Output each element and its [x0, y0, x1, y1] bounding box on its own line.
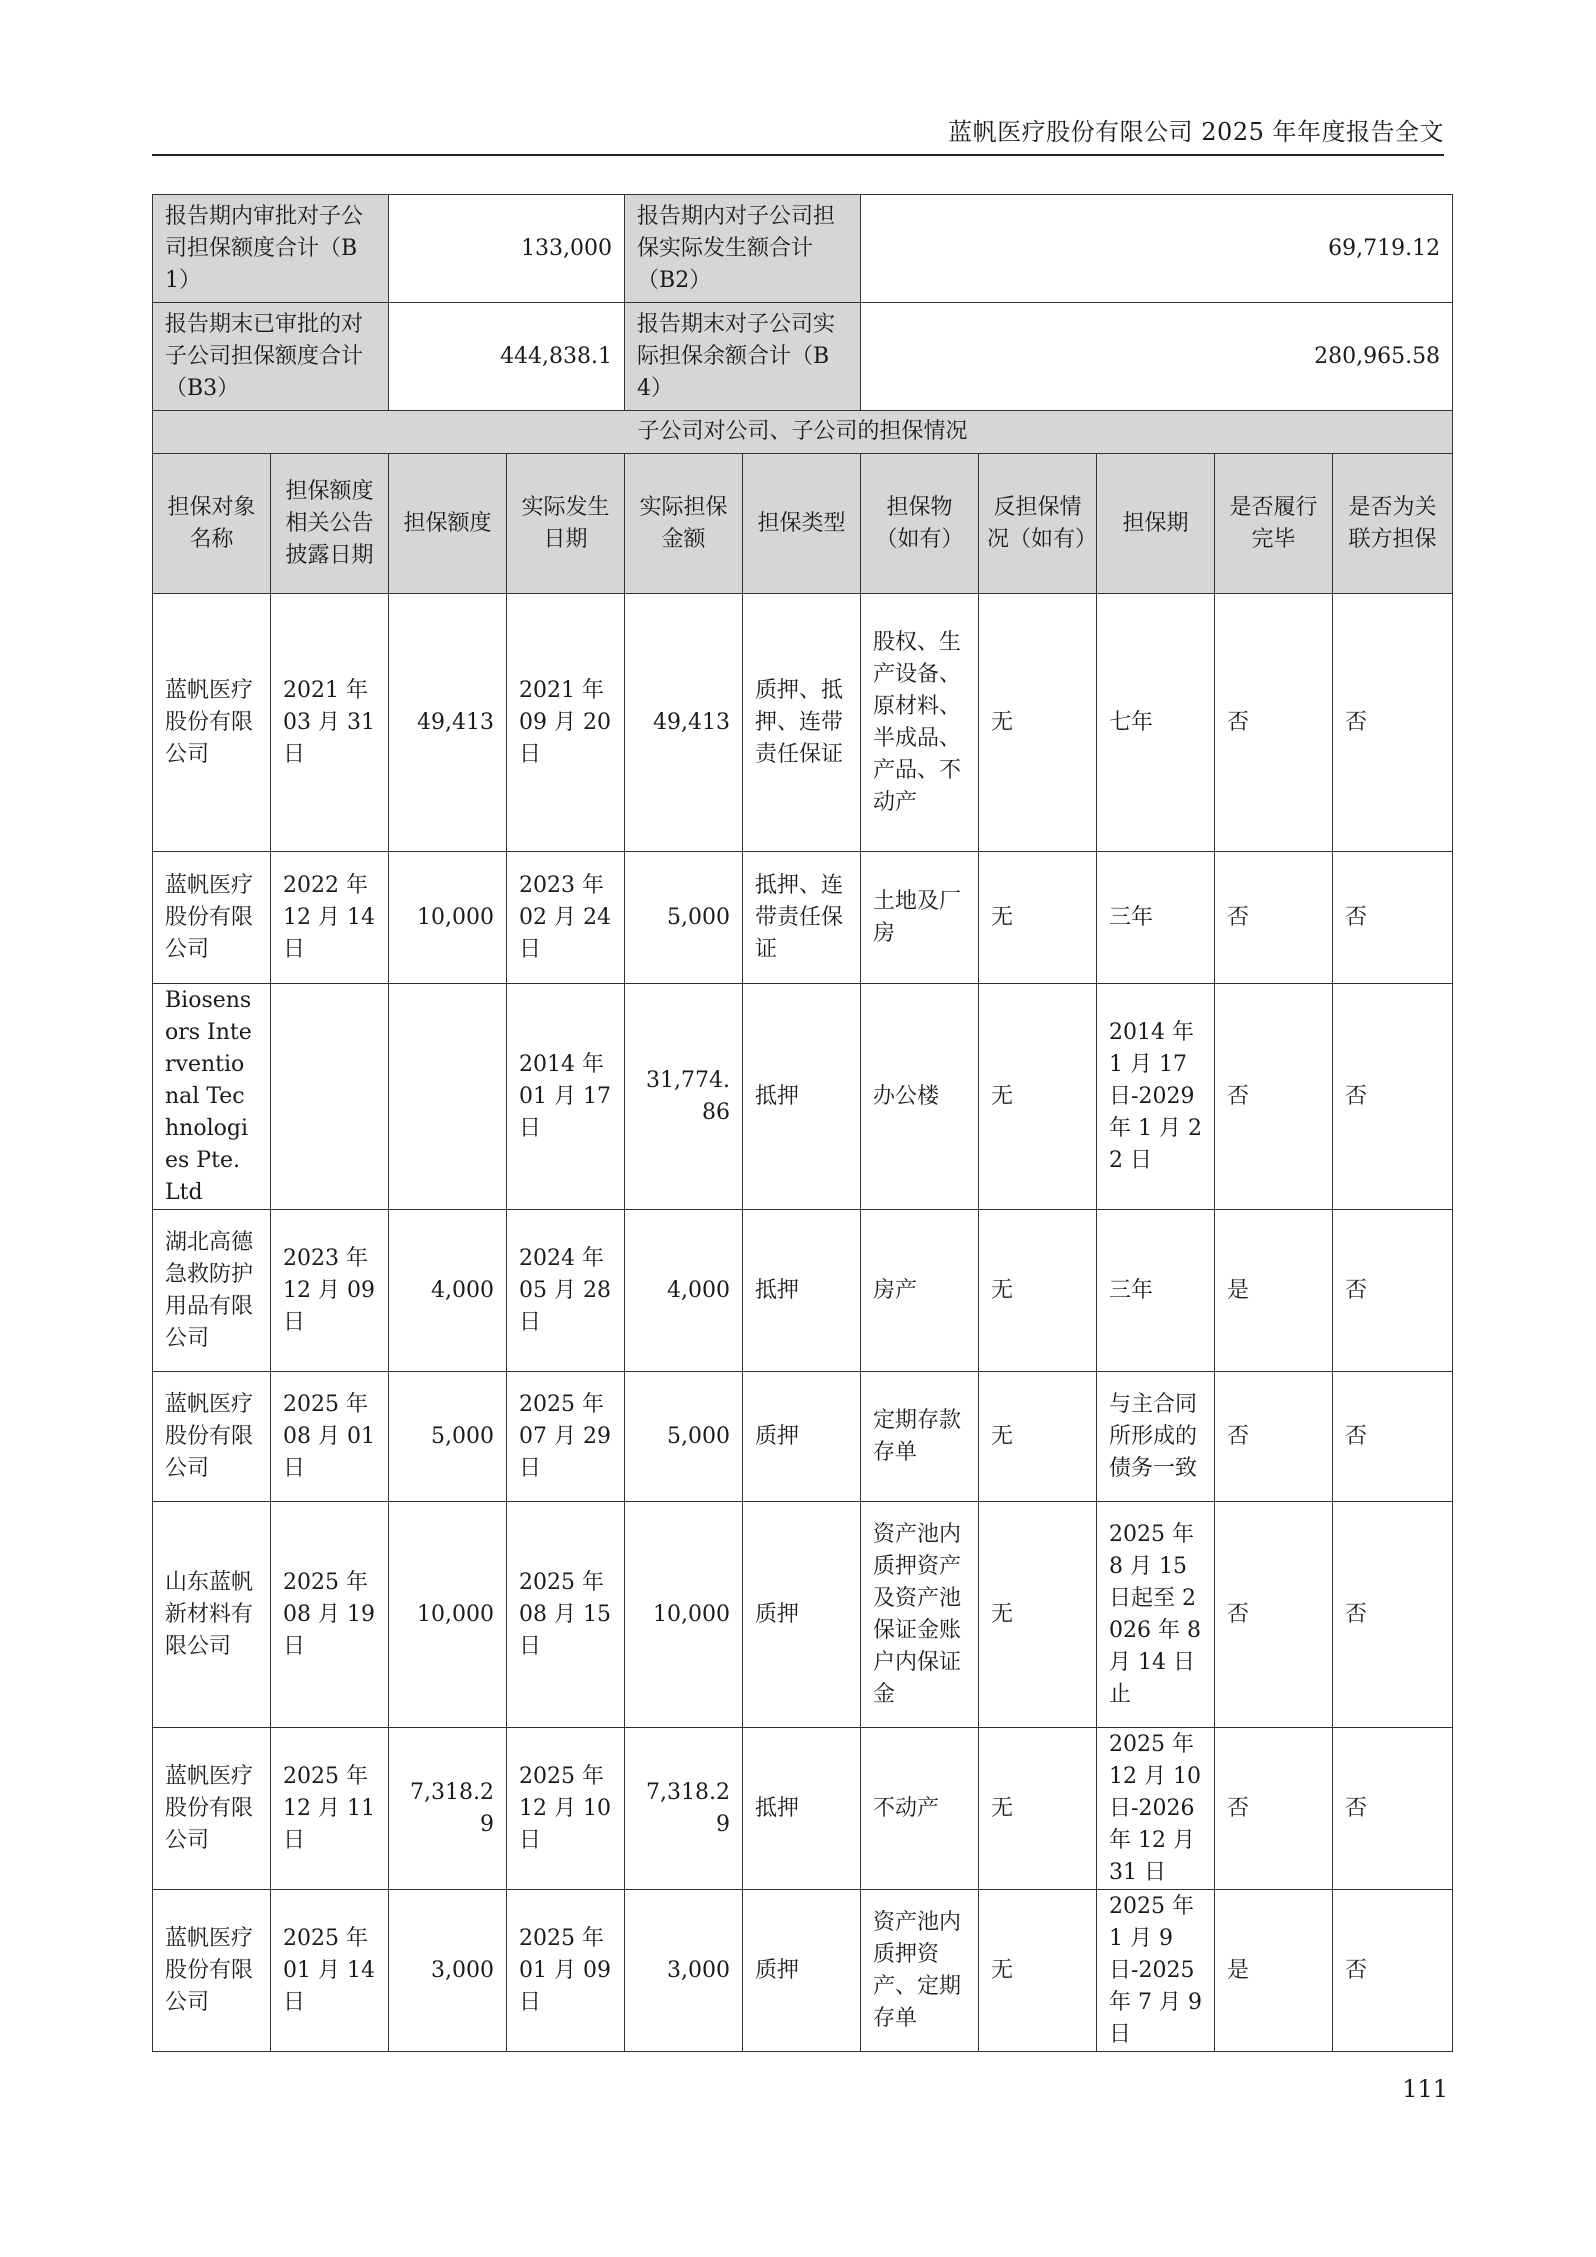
cell-announce-date: 2025 年 08 月 19 日	[271, 1502, 389, 1728]
column-header: 实际发生日期	[507, 454, 625, 594]
cell-period: 2025 年 12 月 10 日-2026 年 12 月 31 日	[1097, 1728, 1215, 1890]
cell-counter: 无	[979, 1210, 1097, 1372]
cell-type: 抵押	[743, 1728, 861, 1890]
cell-announce-date: 2023 年 12 月 09 日	[271, 1210, 389, 1372]
cell-completed: 否	[1215, 852, 1333, 984]
table-row	[153, 1210, 1453, 1372]
cell-collateral: 房产	[861, 1210, 979, 1372]
report-title: 蓝帆医疗股份有限公司 2025 年年度报告全文	[948, 118, 1444, 146]
cell-announce-date	[271, 984, 389, 1210]
cell-period: 三年	[1097, 852, 1215, 984]
column-header-row	[153, 454, 1453, 594]
cell-completed: 否	[1215, 594, 1333, 852]
cell-actual-amount: 7,318.29	[625, 1728, 743, 1890]
table-row	[153, 1890, 1453, 2052]
cell-counter: 无	[979, 594, 1097, 852]
cell-quota: 49,413	[389, 594, 507, 852]
cell-actual-amount: 3,000	[625, 1890, 743, 2052]
cell-announce-date: 2025 年 01 月 14 日	[271, 1890, 389, 2052]
cell-quota: 3,000	[389, 1890, 507, 2052]
cell-name: 山东蓝帆新材料有限公司	[153, 1502, 271, 1728]
cell-type: 质押	[743, 1372, 861, 1502]
cell-completed: 是	[1215, 1210, 1333, 1372]
cell-name: 湖北高德急救防护用品有限公司	[153, 1210, 271, 1372]
cell-collateral: 股权、生产设备、原材料、半成品、产品、不动产	[861, 594, 979, 852]
b4-value: 280,965.58	[861, 303, 1453, 411]
cell-name: 蓝帆医疗股份有限公司	[153, 852, 271, 984]
cell-announce-date: 2021 年 03 月 31 日	[271, 594, 389, 852]
table-row	[153, 1502, 1453, 1728]
b1-label: 报告期内审批对子公司担保额度合计（B1）	[153, 195, 389, 303]
cell-related: 否	[1333, 1728, 1453, 1890]
cell-actual-amount: 4,000	[625, 1210, 743, 1372]
cell-counter: 无	[979, 1372, 1097, 1502]
cell-completed: 否	[1215, 1372, 1333, 1502]
b3-label: 报告期末已审批的对子公司担保额度合计（B3）	[153, 303, 389, 411]
cell-name: 蓝帆医疗股份有限公司	[153, 1728, 271, 1890]
cell-actual-date: 2025 年 12 月 10 日	[507, 1728, 625, 1890]
cell-type: 质押、抵押、连带责任保证	[743, 594, 861, 852]
cell-quota: 4,000	[389, 1210, 507, 1372]
column-header: 担保对象名称	[153, 454, 271, 594]
cell-actual-amount: 5,000	[625, 852, 743, 984]
cell-collateral: 定期存款存单	[861, 1372, 979, 1502]
cell-actual-date: 2023 年 02 月 24 日	[507, 852, 625, 984]
cell-collateral: 办公楼	[861, 984, 979, 1210]
page-number: 111	[1402, 2075, 1448, 2103]
cell-quota: 7,318.29	[389, 1728, 507, 1890]
cell-quota: 10,000	[389, 1502, 507, 1728]
cell-type: 抵押	[743, 984, 861, 1210]
cell-completed: 否	[1215, 1502, 1333, 1728]
cell-actual-amount: 31,774.86	[625, 984, 743, 1210]
cell-counter: 无	[979, 984, 1097, 1210]
column-header: 担保物（如有）	[861, 454, 979, 594]
summary-row	[153, 303, 1453, 411]
cell-related: 否	[1333, 1210, 1453, 1372]
column-header: 是否履行完毕	[1215, 454, 1333, 594]
cell-quota	[389, 984, 507, 1210]
cell-period: 七年	[1097, 594, 1215, 852]
cell-announce-date: 2022 年 12 月 14 日	[271, 852, 389, 984]
cell-type: 质押	[743, 1502, 861, 1728]
cell-collateral: 土地及厂房	[861, 852, 979, 984]
cell-period: 2025 年 1 月 9 日-2025 年 7 月 9 日	[1097, 1890, 1215, 2052]
cell-actual-amount: 49,413	[625, 594, 743, 852]
cell-name: 蓝帆医疗股份有限公司	[153, 594, 271, 852]
cell-related: 否	[1333, 594, 1453, 852]
cell-period: 2025 年 8 月 15 日起至 2026 年 8 月 14 日止	[1097, 1502, 1215, 1728]
cell-name: Biosensors Interventional Technologies Pte. Ltd	[153, 984, 271, 1210]
table-row	[153, 1728, 1453, 1890]
cell-related: 否	[1333, 852, 1453, 984]
cell-related: 否	[1333, 1372, 1453, 1502]
table-row	[153, 852, 1453, 984]
b4-label: 报告期末对子公司实际担保余额合计（B4）	[625, 303, 861, 411]
cell-actual-date: 2021 年 09 月 20 日	[507, 594, 625, 852]
cell-announce-date: 2025 年 12 月 11 日	[271, 1728, 389, 1890]
cell-announce-date: 2025 年 08 月 01 日	[271, 1372, 389, 1502]
table-row	[153, 984, 1453, 1210]
b2-label: 报告期内对子公司担保实际发生额合计（B2）	[625, 195, 861, 303]
column-header: 是否为关联方担保	[1333, 454, 1453, 594]
cell-actual-date: 2025 年 08 月 15 日	[507, 1502, 625, 1728]
cell-name: 蓝帆医疗股份有限公司	[153, 1890, 271, 2052]
column-header: 担保额度	[389, 454, 507, 594]
section-title: 子公司对公司、子公司的担保情况	[153, 411, 1453, 454]
cell-actual-amount: 10,000	[625, 1502, 743, 1728]
cell-collateral: 资产池内质押资产、定期存单	[861, 1890, 979, 2052]
column-header: 实际担保金额	[625, 454, 743, 594]
column-header: 担保额度相关公告披露日期	[271, 454, 389, 594]
guarantee-table	[152, 194, 1453, 2052]
cell-related: 否	[1333, 1502, 1453, 1728]
cell-period: 三年	[1097, 1210, 1215, 1372]
cell-counter: 无	[979, 852, 1097, 984]
column-header: 担保类型	[743, 454, 861, 594]
cell-counter: 无	[979, 1728, 1097, 1890]
cell-collateral: 资产池内质押资产及资产池保证金账户内保证金	[861, 1502, 979, 1728]
cell-actual-date: 2024 年 05 月 28 日	[507, 1210, 625, 1372]
cell-actual-date: 2014 年 01 月 17 日	[507, 984, 625, 1210]
cell-type: 抵押	[743, 1210, 861, 1372]
b3-value: 444,838.1	[389, 303, 625, 411]
section-row	[153, 411, 1453, 454]
column-header: 担保期	[1097, 454, 1215, 594]
column-header: 反担保情况（如有）	[979, 454, 1097, 594]
cell-counter: 无	[979, 1890, 1097, 2052]
page-header	[152, 108, 1444, 156]
table-row	[153, 1372, 1453, 1502]
cell-related: 否	[1333, 984, 1453, 1210]
cell-period: 2014 年 1 月 17 日-2029 年 1 月 22 日	[1097, 984, 1215, 1210]
cell-actual-date: 2025 年 01 月 09 日	[507, 1890, 625, 2052]
cell-completed: 是	[1215, 1890, 1333, 2052]
cell-actual-amount: 5,000	[625, 1372, 743, 1502]
cell-quota: 10,000	[389, 852, 507, 984]
cell-name: 蓝帆医疗股份有限公司	[153, 1372, 271, 1502]
cell-quota: 5,000	[389, 1372, 507, 1502]
b1-value: 133,000	[389, 195, 625, 303]
cell-completed: 否	[1215, 1728, 1333, 1890]
table-row	[153, 594, 1453, 852]
cell-actual-date: 2025 年 07 月 29 日	[507, 1372, 625, 1502]
cell-collateral: 不动产	[861, 1728, 979, 1890]
cell-related: 否	[1333, 1890, 1453, 2052]
cell-completed: 否	[1215, 984, 1333, 1210]
cell-type: 质押	[743, 1890, 861, 2052]
cell-counter: 无	[979, 1502, 1097, 1728]
summary-row	[153, 195, 1453, 303]
cell-period: 与主合同所形成的债务一致	[1097, 1372, 1215, 1502]
cell-type: 抵押、连带责任保证	[743, 852, 861, 984]
b2-value: 69,719.12	[861, 195, 1453, 303]
